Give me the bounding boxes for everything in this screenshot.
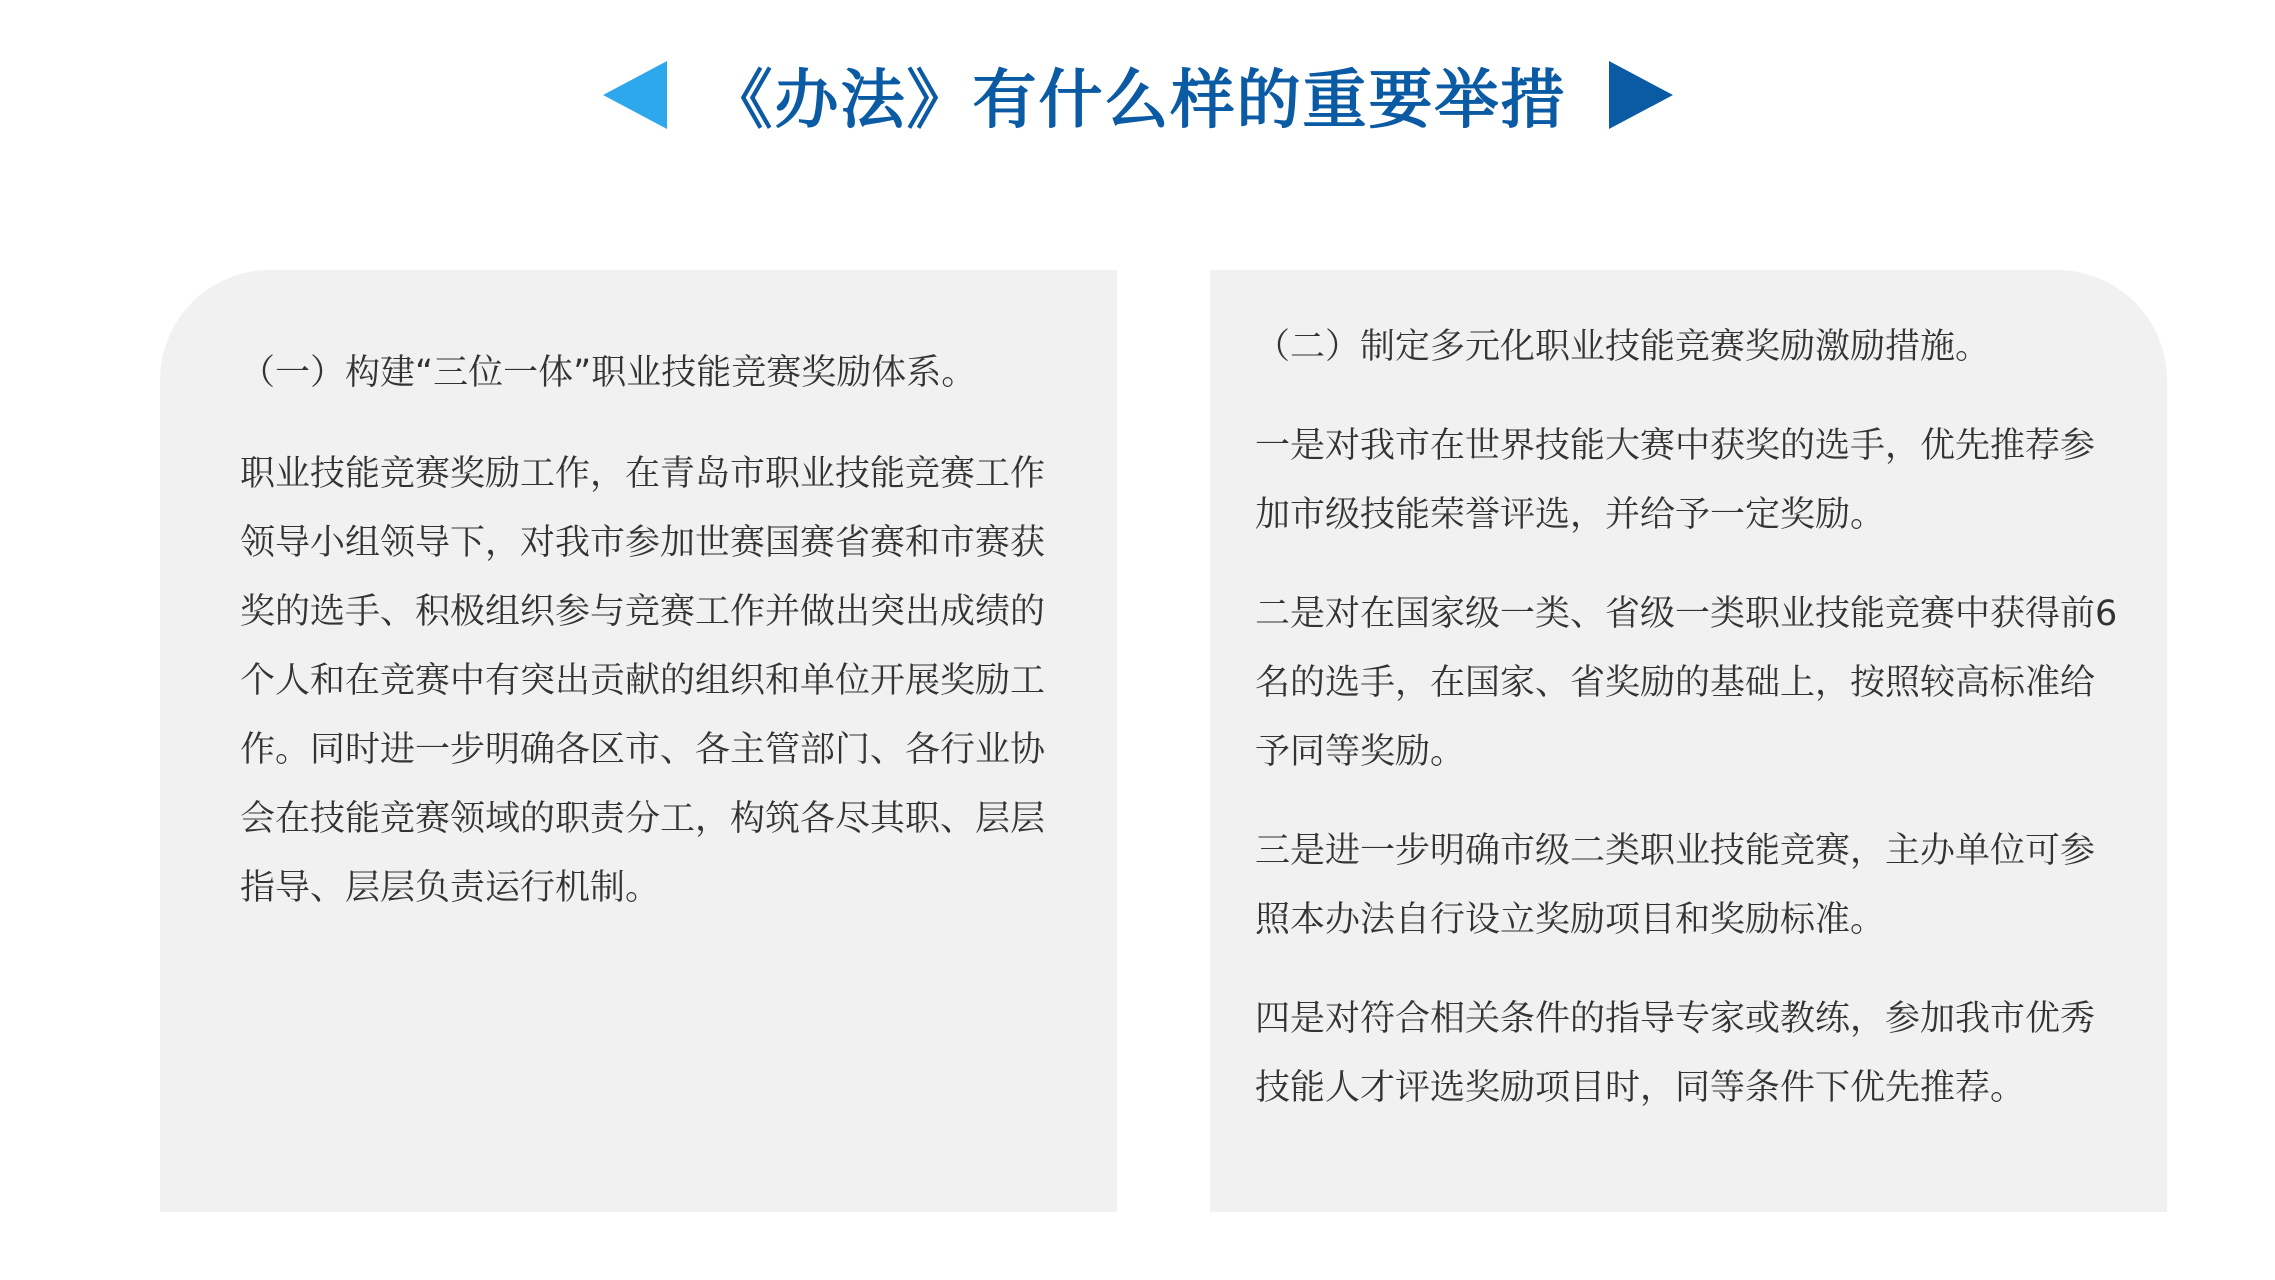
measure-item: 三是进一步明确市级二类职业技能竞赛，主办单位可参照本办法自行设立奖励项目和奖励标准。 bbox=[1255, 831, 2096, 940]
measures-panel-two bbox=[1210, 270, 2167, 1212]
panel-heading: （一）构建“三位一体”职业技能竞赛奖励体系。 bbox=[240, 353, 977, 393]
panel-body-text: 职业技能竞赛奖励工作，在青岛市职业技能竞赛工作领导小组领导下，对我市参加世赛国赛省赛和市赛获奖的选手、积极组织参与竞赛工作并做出突出成绩的个人和在竞赛中有突出贡献的组织和单位开展奖励工作。同时进一步明确各区市、各主管部门、各行业协会在技能竞赛领域的职责分工，构筑各尽其职、层层指导、层层负责运行机制。 bbox=[240, 454, 1046, 908]
triangle-right-icon bbox=[1609, 61, 1673, 129]
measure-item: 二是对在国家级一类、省级一类职业技能竞赛中获得前6名的选手，在国家、省奖励的基础上，按照较高标准给予同等奖励。 bbox=[1255, 594, 2118, 772]
measure-item: 一是对我市在世界技能大赛中获奖的选手，优先推荐参加市级技能荣誉评选，并给予一定奖励。 bbox=[1255, 426, 2096, 535]
measures-panel-one bbox=[160, 270, 1117, 1212]
page-title: 《办法》有什么样的重要举措 bbox=[708, 64, 1567, 138]
triangle-left-icon bbox=[603, 61, 667, 129]
measure-item: 四是对符合相关条件的指导专家或教练，参加我市优秀技能人才评选奖励项目时，同等条件下优先推荐。 bbox=[1255, 999, 2096, 1108]
panel-heading: （二）制定多元化职业技能竞赛奖励激励措施。 bbox=[1255, 327, 1991, 367]
title-row bbox=[0, 40, 2275, 150]
